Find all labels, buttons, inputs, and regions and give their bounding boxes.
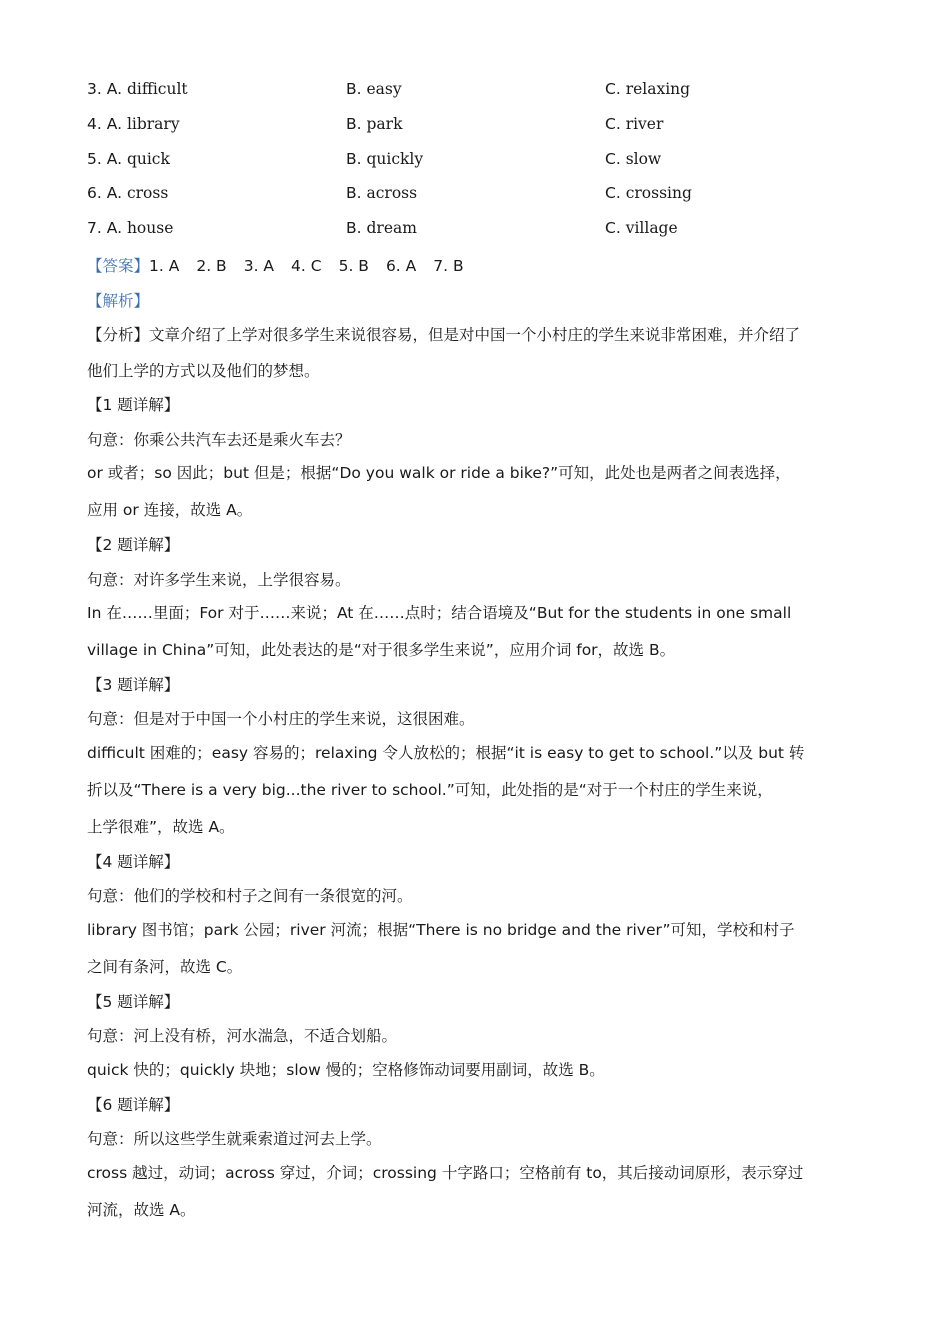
option-b: B. park [346,115,403,133]
q6-meaning: 句意：所以这些学生就乘索道过河去上学。 [87,1130,382,1148]
answer-item: 2. B [196,257,227,275]
option-row-3 [87,80,877,106]
option-b: B. easy [346,80,402,98]
q5-meaning: 句意：河上没有桥，河水湍急，不适合划船。 [87,1027,398,1045]
option-c: C. crossing [605,184,692,202]
q1-meaning: 句意：你乘公共汽车去还是乘火车去？ [87,431,351,449]
q3-title: 【3 题详解】 [87,676,180,694]
q1-explanation-1: or 或者；so 因此；but 但是；根据“Do you walk or ride a bike?”可知，此处也是两者之间表选择， [87,464,791,482]
q5-explanation-1: quick 快的；quickly 块地；slow 慢的；空格修饰动词要用副词，故选 B。 [87,1061,605,1079]
option-c: C. river [605,115,664,133]
q3-explanation-3: 上学很难”，故选 A。 [87,818,235,836]
answer-item: 5. B [338,257,369,275]
option-c: C. slow [605,150,662,168]
option-row-5 [87,150,877,176]
option-a: 7. A. house [87,219,174,237]
option-a: 4. A. library [87,115,180,133]
q2-explanation-2: village in China”可知，此处表达的是“对于很多学生来说”，应用介词 for，故选 B。 [87,641,676,659]
q3-explanation-1: difficult 困难的；easy 容易的；relaxing 令人放松的；根据“it is easy to get to school.”以及 but 转 [87,744,805,762]
option-a: 5. A. quick [87,150,170,168]
q2-title: 【2 题详解】 [87,536,180,554]
answer-item: 3. A [243,257,275,275]
option-b: B. dream [346,219,417,237]
q6-title: 【6 题详解】 [87,1096,180,1114]
q3-meaning: 句意：但是对于中国一个小村庄的学生来说，这很困难。 [87,710,475,728]
answer-item: 4. C [291,257,322,275]
answer-line [87,254,877,276]
option-a: 3. A. difficult [87,80,188,98]
answer-item: 7. B [433,257,464,275]
option-c: C. village [605,219,678,237]
option-row-6 [87,184,877,210]
option-row-4 [87,115,877,141]
q2-explanation-1: In 在……里面；For 对于……来说；At 在……点时；结合语境及“But for the students in one small [87,604,792,622]
option-a: 6. A. cross [87,184,169,202]
q4-meaning: 句意：他们的学校和村子之间有一条很宽的河。 [87,887,413,905]
q6-explanation-1: cross 越过，动词；across 穿过，介词；crossing 十字路口；空格前有 to，其后接动词原形，表示穿过 [87,1164,804,1182]
q6-explanation-2: 河流，故选 A。 [87,1201,196,1219]
q1-title: 【1 题详解】 [87,396,180,414]
q2-meaning: 句意：对许多学生来说，上学很容易。 [87,571,351,589]
q4-explanation-2: 之间有条河，故选 C。 [87,958,243,976]
option-c: C. relaxing [605,80,691,98]
q4-title: 【4 题详解】 [87,853,180,871]
answer-item: 1. A [149,257,180,275]
option-b: B. across [346,184,418,202]
summary-line-1: 【分析】文章介绍了上学对很多学生来说很容易，但是对中国一个小村庄的学生来说非常困难，并介绍了 [87,326,801,344]
q4-explanation-1: library 图书馆；park 公园；river 河流；根据“There is no bridge and the river”可知，学校和村子 [87,921,795,939]
option-row-7 [87,219,877,245]
q1-explanation-2: 应用 or 连接，故选 A。 [87,501,253,519]
q5-title: 【5 题详解】 [87,993,180,1011]
analysis-label: 【解析】 [87,292,150,310]
option-b: B. quickly [346,150,424,168]
q3-explanation-2: 折以及“There is a very big...the river to school.”可知，此处指的是“对于一个村庄的学生来说， [87,781,773,799]
summary-line-2: 他们上学的方式以及他们的梦想。 [87,362,320,380]
answer-label: 【答案】 [87,257,150,275]
answer-item: 6. A [385,257,417,275]
